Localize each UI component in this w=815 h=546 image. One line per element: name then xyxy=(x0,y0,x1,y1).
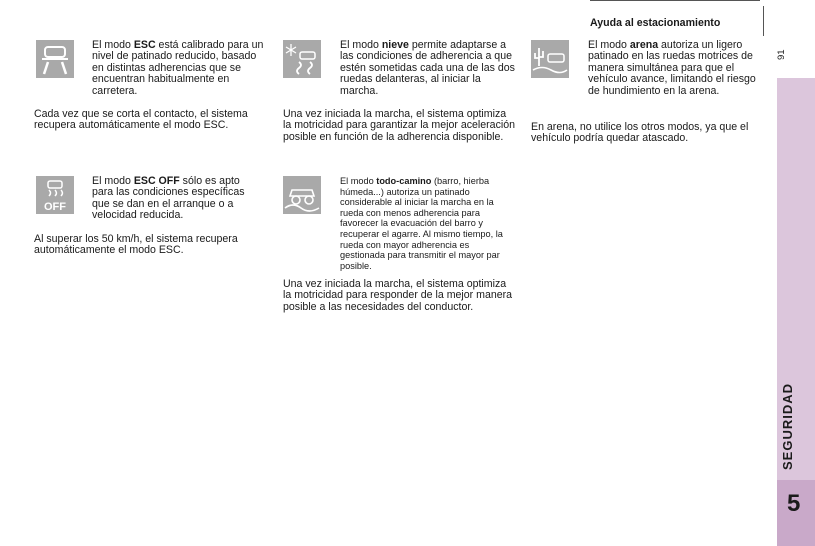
esc-off-description: El modo ESC OFF sólo es apto para las condiciones específicas que se dan en el arranque o a velocidad reducida. xyxy=(92,175,245,222)
chapter-tab xyxy=(777,480,815,546)
snow-mode-icon xyxy=(283,40,321,78)
all-terrain-mode-icon xyxy=(283,176,321,214)
page-number: 91 xyxy=(776,49,787,60)
esc-mode-description: El modo ESC está calibrado para un nivel de patinado reducido, basado en distintas adherencias que se encuentran habitualmente en carretera. xyxy=(92,39,264,97)
all-terrain-mode-description: El modo todo-camino (barro, hierba húmeda...) autoriza un patinado considerable al iniciar la marcha en la rueda con menos adherencia para favorecer la evacuación del barro y recuperar el agarre. Al mismo tiempo, la rueda con mayor adherencia es gestionada para transmitir el mayor par posible. xyxy=(340,176,503,271)
section-sidebar xyxy=(777,78,815,546)
all-terrain-mode-note: Una vez iniciada la marcha, el sistema optimiza la motricidad para responder de la mejor manera posible a las necesidades del conductor. xyxy=(283,278,513,313)
esc-off-note: Al superar los 50 km/h, el sistema recupera automáticamente el modo ESC. xyxy=(34,233,238,257)
esc-mode-note: Cada vez que se corta el contacto, el sistema recupera automáticamente el modo ESC. xyxy=(34,108,248,132)
sand-mode-description: El modo arena autoriza un ligero patinado en las ruedas motrices de manera simultánea para que el vehículo avance, limitando el riesgo de hundimiento en la arena. xyxy=(588,39,756,97)
esc-off-icon xyxy=(36,176,74,214)
header-rule xyxy=(590,0,760,1)
chapter-number: 5 xyxy=(787,490,801,517)
section-label: SEGURIDAD xyxy=(780,382,795,470)
snow-mode-description: El modo nieve permite adaptarse a las condiciones de adherencia a que estén sometidas cada una de las dos ruedas delanteras, al iniciar la marcha. xyxy=(340,39,515,97)
sand-mode-icon xyxy=(531,40,569,78)
page-header-title: Ayuda al estacionamiento xyxy=(590,17,721,29)
snow-mode-note: Una vez iniciada la marcha, el sistema optimiza la motricidad para garantizar la mejor aceleración posible en función de la adherencia disponible. xyxy=(283,108,515,143)
esc-mode-icon xyxy=(36,40,74,78)
sand-mode-note: En arena, no utilice los otros modos, ya que el vehículo podría quedar atascado. xyxy=(531,121,749,145)
esc-off-icon-label: OFF xyxy=(44,201,66,213)
header-vertical-rule xyxy=(763,6,764,36)
